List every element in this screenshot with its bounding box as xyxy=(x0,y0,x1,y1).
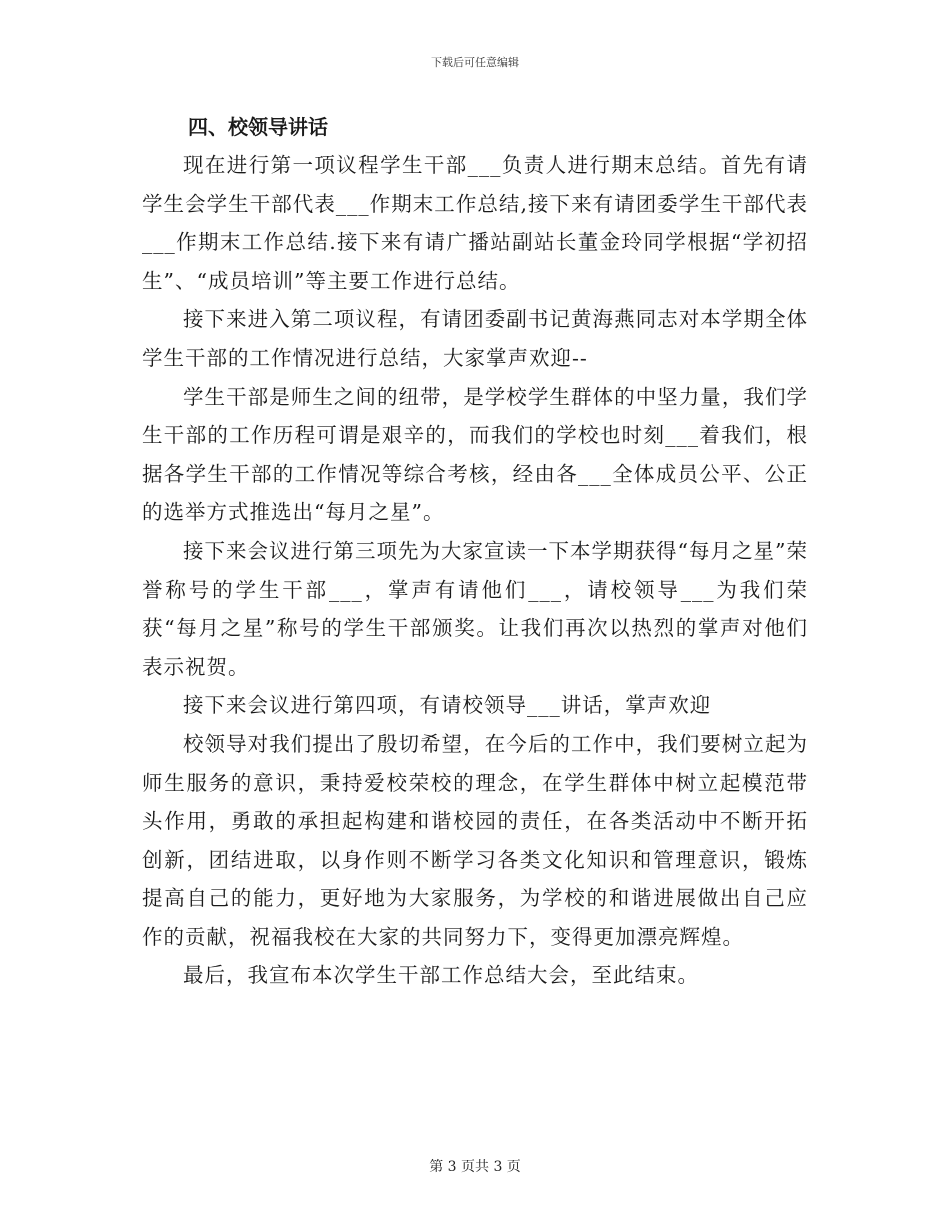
paragraph-7: 最后，我宣布本次学生干部工作总结大会，至此结束。 xyxy=(183,963,699,988)
paragraph-5: 接下来会议进行第四项，有请校领导___讲话，掌声欢迎 xyxy=(183,693,712,718)
section-heading: 四、校领导讲话 xyxy=(188,115,328,139)
page-footer: 第 3 页共 3 页 xyxy=(429,1159,521,1175)
paragraph-3: 学生干部是师生之间的纽带，是学校学生群体的中坚力量，我们学生干部的工作历程可谓是艰辛的，而我们的学校也时刻___着我们，根据各学生干部的工作情况等综合考核，经由各___全体成员公平、公正的选举方式推选出“每月之星”。 xyxy=(142,384,808,525)
paragraph-6: 校领导对我们提出了殷切希望，在今后的工作中，我们要树立起为师生服务的意识，秉持爱校荣校的理念，在学生群体中树立起模范带头作用，勇敢的承担起构建和谐校园的责任，在各类活动中不断开拓创新，团结进取，以身作则不断学习各类文化知识和管理意识，锻炼提高自己的能力，更好地为大家服务，为学校的和谐进展做出自己应作的贡献，祝福我校在大家的共同努力下，变得更加漂亮辉煌。 xyxy=(142,731,808,949)
paragraph-4: 接下来会议进行第三项先为大家宣读一下本学期获得“每月之星”荣誉称号的学生干部___，掌声有请他们___，请校领导___为我们荣获“每月之星”称号的学生干部颁奖。让我们再次以热烈的掌声对他们表示祝贺。 xyxy=(142,538,808,679)
paragraph-2: 接下来进入第二项议程，有请团委副书记黄海燕同志对本学期全体学生干部的工作情况进行总结，大家掌声欢迎-- xyxy=(142,307,808,370)
page-header: 下载后可任意编辑 xyxy=(431,56,519,69)
paragraph-1: 现在进行第一项议程学生干部___负责人进行期末总结。首先有请学生会学生干部代表___作期末工作总结,接下来有请团委学生干部代表___作期末工作总结.接下来有请广播站副站长董金玲同学根据“学初招生”、“成员培训”等主要工作进行总结。 xyxy=(142,153,808,293)
document-body xyxy=(142,108,808,995)
